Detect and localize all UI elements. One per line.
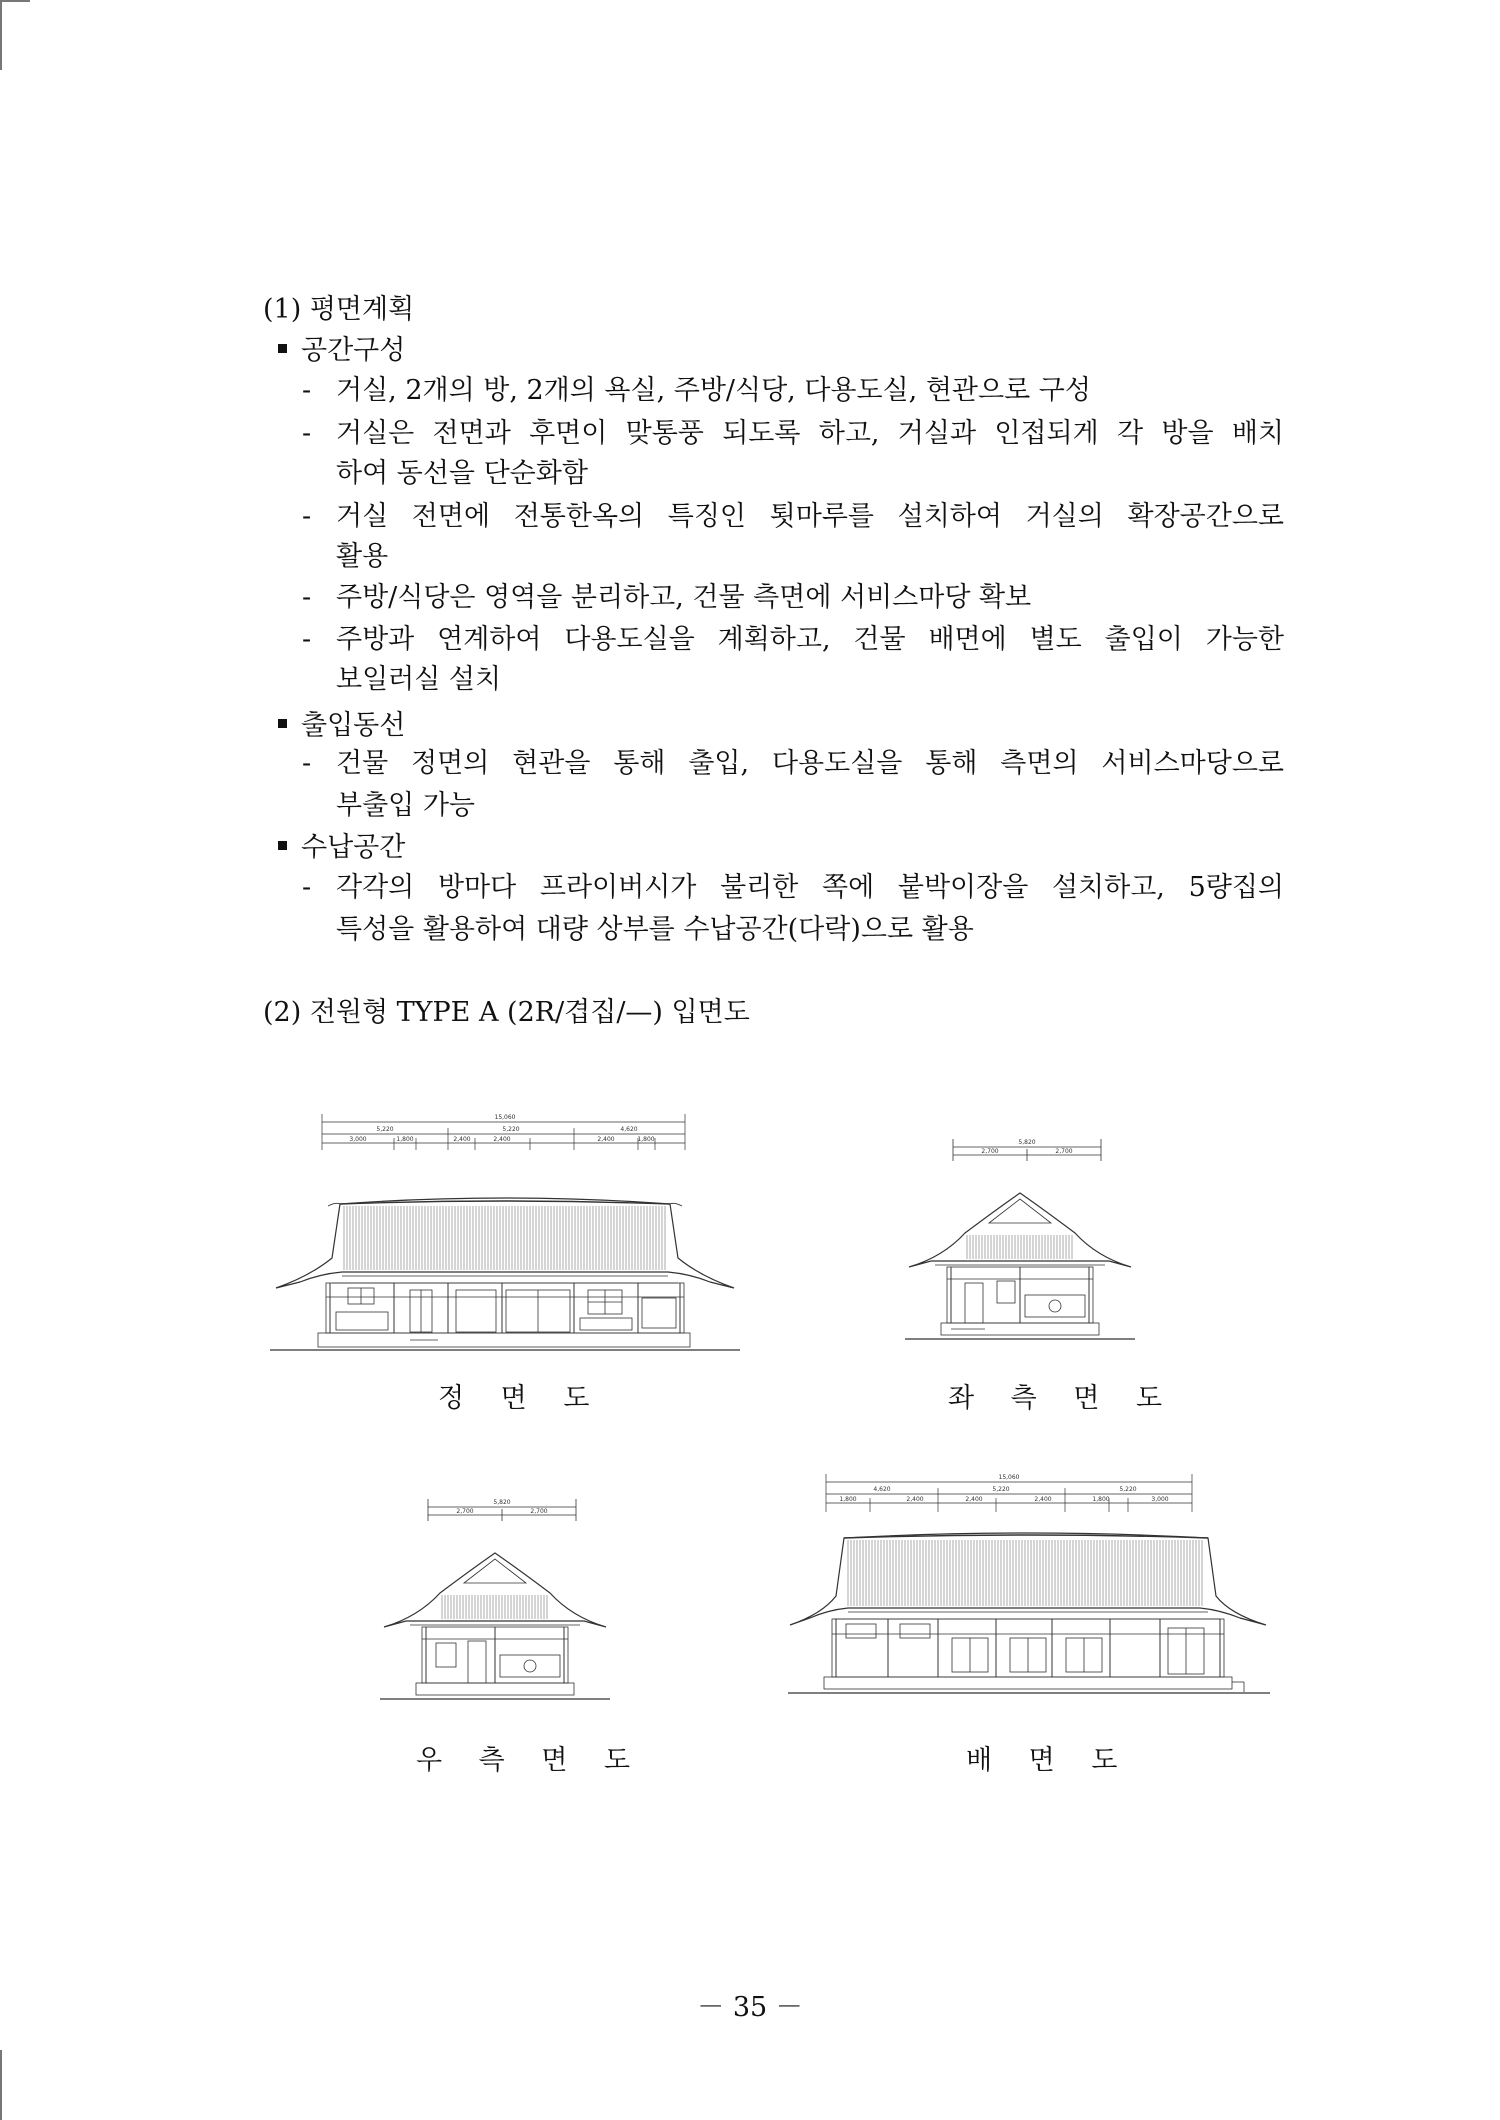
dimension-label: 4,620 [620,1126,638,1133]
dimension-label: 2,400 [965,1496,983,1503]
dimension-label: 2,400 [1034,1496,1052,1503]
list-item: - 거실 전면에 전통한옥의 특징인 툇마루를 설치하여 거실의 확장공간으로 [302,499,1284,535]
list-item: - 각각의 방마다 프라이버시가 불리한 쪽에 붙박이장을 설치하고, 5량집의 [302,870,1284,906]
section-2-title: (2) 전원형 TYPE A (2R/겹집/—) 입면도 [263,997,750,1028]
dash-icon: - [302,418,312,449]
square-bullet-icon [278,719,287,728]
page-edge-top-left [0,0,30,2]
dimension-label: 2,700 [981,1148,999,1155]
square-bullet-icon [278,841,287,850]
left-elevation-caption: 좌 측 면 도 [948,1383,1177,1414]
page-edge-left-top [0,0,2,70]
dimension-label: 5,220 [992,1486,1010,1493]
list-item: - 주방/식당은 영역을 분리하고, 건물 측면에 서비스마당 확보 [302,580,1284,616]
bullet-label: 수납공간 [301,832,406,863]
dimension-label: 5,220 [502,1126,520,1133]
dash-icon: - [302,375,312,406]
dash-icon: - [302,501,312,532]
list-item-continuation: 보일러실 설치 [336,664,502,695]
dimension-label: 1,800 [1092,1496,1110,1503]
dash-icon: - [302,872,312,903]
dimension-label: 15,060 [494,1114,516,1121]
rear-elevation-drawing [788,1460,1270,1720]
dimension-label: 2,400 [453,1136,471,1143]
dimension-label: 2,700 [1055,1148,1073,1155]
bullet-storage-space [278,830,405,866]
dimension-label: 2,400 [597,1136,615,1143]
list-item: - 거실, 2개의 방, 2개의 욕실, 주방/식당, 다용도실, 현관으로 구성 [302,373,1284,409]
dimension-label: 2,400 [493,1136,511,1143]
list-item: - 주방과 연계하여 다용도실을 계획하고, 건물 배면에 별도 출입이 가능한 [302,622,1284,658]
bullet-label: 출입동선 [301,710,406,741]
dash-icon: - [302,582,312,613]
dimension-label: 2,700 [456,1508,474,1515]
right-elevation-caption: 우 측 면 도 [416,1745,645,1776]
page-number: － 35 － [697,1992,803,2023]
dimension-label: 1,800 [396,1136,414,1143]
dimension-label: 4,620 [873,1486,891,1493]
dimension-label: 15,060 [998,1474,1020,1481]
square-bullet-icon [278,344,287,353]
dimension-label: 1,800 [839,1496,857,1503]
dimension-label: 2,700 [530,1508,548,1515]
dash-icon: - [302,748,312,779]
list-item-continuation: 하여 동선을 단순화함 [336,458,588,489]
rear-elevation-caption: 배 면 도 [966,1745,1132,1776]
bullet-entry-circulation [278,708,405,744]
dimension-label: 1,800 [637,1136,655,1143]
left-elevation-drawing [905,1125,1135,1365]
list-item-continuation: 특성을 활용하여 대량 상부를 수납공간(다락)으로 활용 [336,914,974,945]
dash-icon: - [302,624,312,655]
dimension-label: 2,400 [906,1496,924,1503]
list-item-continuation: 부출입 가능 [336,790,475,821]
dimension-label: 3,000 [1151,1496,1169,1503]
list-item: - 건물 정면의 현관을 통해 출입, 다용도실을 통해 측면의 서비스마당으로 [302,746,1284,782]
page-edge-left-bottom [0,2050,2,2120]
bullet-space-composition [278,333,405,369]
dimension-label: 5,820 [493,1499,511,1506]
section-1-title: (1) 평면계획 [263,294,415,325]
list-item-continuation: 활용 [336,541,389,572]
list-item: - 거실은 전면과 후면이 맞통풍 되도록 하고, 거실과 인접되게 각 방을 배치 [302,416,1284,452]
front-elevation-drawing [270,1100,740,1360]
dimension-label: 3,000 [349,1136,367,1143]
dimension-label: 5,220 [1119,1486,1137,1493]
front-elevation-caption: 정 면 도 [438,1383,604,1414]
dimension-label: 5,220 [376,1126,394,1133]
dimension-label: 5,820 [1018,1139,1036,1146]
right-elevation-drawing [380,1485,610,1725]
bullet-label: 공간구성 [301,335,406,366]
